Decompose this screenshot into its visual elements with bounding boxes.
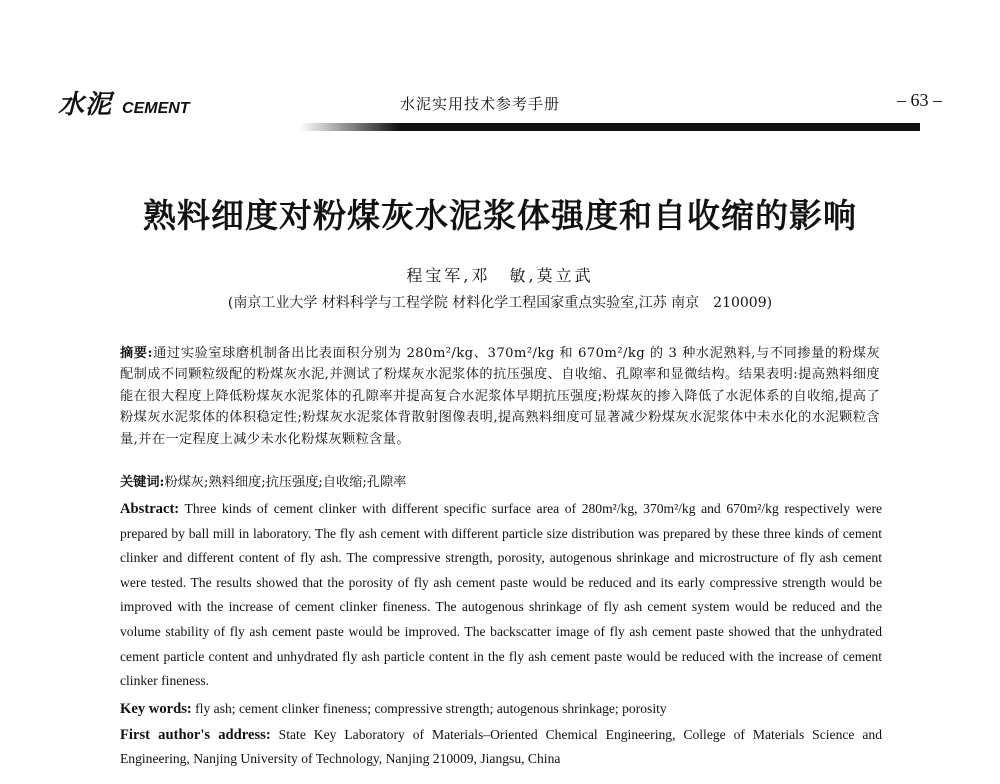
- journal-logo: [58, 84, 190, 121]
- author-address-label: First author's address:: [120, 727, 271, 743]
- page-number: – 63 –: [897, 90, 942, 110]
- authors: 程宝军,邓 敏,莫立武: [406, 266, 594, 285]
- keywords-english: [120, 698, 882, 720]
- abstract-english-text: Three kinds of cement clinker with different specific surface area of 280m²/kg, 370m²/kg and 670m²/kg respectively were prepared by ball mill in laboratory. The fly ash cement with different particle size distribution was prepared by these three kinds of cement clinker and different content of fly ash. The compressive strength, porosity, autogenous shrinkage and microstructure of fly ash cement were tested. The results showed that the porosity of fly ash cement paste would be reduced and its early compressive strength would be improved with the increase of cement clinker fineness. The autogenous shrinkage of fly ash cement system would be reduced and the volume stability of fly ash cement paste would be improved. The backscatter image of fly ash cement paste showed that the unhydrated cement particle content and unhydrated fly ash particle content in the fly ash cement paste would be reduced with the increase of cement clinker fineness.: [120, 501, 883, 689]
- abstract-chinese-label: 摘要:: [120, 346, 153, 361]
- keywords-english-label: Key words:: [120, 701, 192, 717]
- logo-chinese-text: 水泥: [58, 90, 113, 120]
- abstract-english-label: Abstract:: [120, 501, 180, 517]
- abstract-chinese-text: 通过实验室球磨机制备出比表面积分别为 280m²/kg、370m²/kg 和 670m²/kg 的 3 种水泥熟料,与不同掺量的粉煤灰配制成不同颗粒级配的粉煤灰水泥,并测试了粉煤灰水泥浆体的抗压强度、自收缩、孔隙率和显微结构。结果表明:提高熟料细度能在很大程度上降低粉煤灰水泥浆体的孔隙率并提高复合水泥浆体早期抗压强度;粉煤灰的掺入降低了水泥体系的自收缩,提高了粉煤灰水泥浆体的体积稳定性;粉煤灰水泥浆体背散射图像表明,提高熟料细度可显著减少粉煤灰水泥浆体中未水化的水泥颗粒含量,并在一定程度上减少未水化粉煤灰颗粒含量。: [120, 346, 880, 447]
- header-rule: [300, 123, 920, 131]
- keywords-chinese-text: 粉煤灰;熟料细度;抗压强度;自收缩;孔隙率: [164, 475, 407, 490]
- abstract-english: [120, 497, 882, 694]
- article-title: 熟料细度对粉煤灰水泥浆体强度和自收缩的影响: [143, 196, 857, 235]
- keywords-chinese: [120, 472, 880, 493]
- author-address: [120, 723, 882, 771]
- running-header-title: 水泥实用技术参考手册: [400, 95, 561, 113]
- keywords-chinese-label: 关键词:: [120, 475, 165, 490]
- abstract-chinese: [120, 343, 880, 450]
- affiliation: (南京工业大学 材料科学与工程学院 材料化学工程国家重点实验室,江苏 南京 210009): [227, 295, 773, 311]
- author-address-text: State Key Laboratory of Materials–Oriented Chemical Engineering, College of Materials Science and Engineering, Nanjing University of Technology, Nanjing 210009, Jiangsu, China: [120, 727, 883, 766]
- keywords-english-text: fly ash; cement clinker fineness; compressive strength; autogenous shrinkage; porosity: [195, 701, 667, 716]
- logo-english-text: CEMENT: [122, 100, 190, 117]
